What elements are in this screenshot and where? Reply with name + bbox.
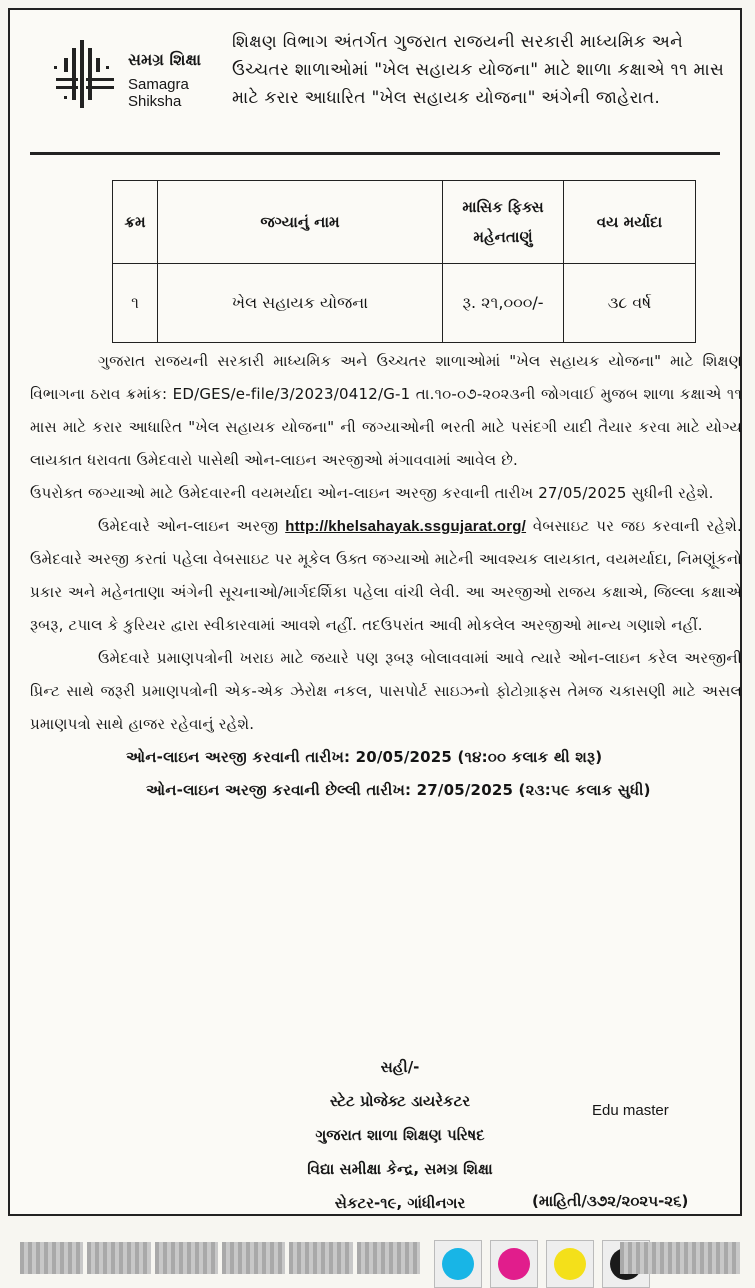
watermark-text: Edu master xyxy=(592,1102,669,1119)
posts-table xyxy=(112,180,696,343)
signatory-address: સેકટર-૧૯, ગાંધીનગર xyxy=(334,1194,466,1212)
table-row xyxy=(113,264,696,343)
notice-frame xyxy=(8,8,742,1216)
col-header-post: જગ્યાનું નામ xyxy=(158,181,443,264)
samagra-shiksha-logo xyxy=(50,38,230,118)
table-header-row xyxy=(113,181,696,264)
logo-english-text: Samagra Shiksha xyxy=(128,76,189,110)
paragraph-3-prefix: ઉમેદવારે ઓન-લાઇન અરજી xyxy=(98,517,279,535)
notice-title: શિક્ષણ વિભાગ અંતર્ગત ગુજરાત રાજયની સરકારી માધ્યમિક અને ઉચ્ચતર શાળાઓમાં "ખેલ સહાયક યોજના" માટે શાળા કક્ષાએ ૧૧ માસ માટે કરાર આધારિત "ખેલ સહાયક યોજના" અંગેની જાહેરાત. xyxy=(232,32,725,108)
col-header-serial: ક્રમ xyxy=(113,181,158,264)
cell-age: ૩૮ વર્ષ xyxy=(564,264,696,343)
print-strip-left xyxy=(20,1242,420,1274)
website-link[interactable]: http://khelsahayak.ssgujarat.org/ xyxy=(285,518,527,535)
cell-serial: ૧ xyxy=(113,264,158,343)
paragraph-3 xyxy=(30,510,742,642)
yellow-swatch-icon xyxy=(554,1248,586,1280)
col-header-age: વય મર્યાદા xyxy=(564,181,696,264)
logo-mark-icon xyxy=(50,38,124,110)
cell-post: ખેલ સહાયક યોજના xyxy=(158,264,443,343)
application-start-date: ઓન-લાઇન અરજી કરવાની તારીખ: 20/05/2025 (૧૪:૦૦ કલાક થી શરૂ) xyxy=(126,748,603,766)
signatory-designation: સ્ટેટ પ્રોજેક્ટ ડાયરેકટર xyxy=(329,1092,471,1110)
signatory-office: વિદ્યા સમીક્ષા કેન્દ્ર, સમગ્ર શિક્ષા xyxy=(307,1160,493,1178)
logo-gujarati-text: સમગ્ર શિક્ષા xyxy=(128,50,201,69)
signature-mark: સહી/- xyxy=(380,1058,420,1076)
paragraph-3-suffix: વેબસાઇટ પર જઇ કરવાની રહેશે. ઉમેદવારે અરજી કરતાં પહેલા વેબસાઇટ પર મૂકેલ ઉક્ત જગ્યાઓ માટેની આવશ્યક લાયકાત, વયમર્યાદા, નિમણૂંકનો પ્રકાર અને મહેનતાણા અંગેની સૂચનાઓ/માર્ગદર્શિકા પહેલા વાંચી લેવી. આ અરજીઓ રાજય કક્ષાએ, જિલ્લા કક્ષાએ રૂબરૂ, ટપાલ કે કુરિયર દ્વારા સ્વીકારવામાં આવશે નહીં. તદઉપરાંત આવી મોકલેલ અરજીઓ માન્ય ગણાશે નહીં. xyxy=(30,517,742,634)
color-registration-marks xyxy=(434,1240,650,1288)
application-end-date: ઓન-લાઇન અરજી કરવાની છેલ્લી તારીખ: 27/05/2025 (૨૩:૫૯ કલાક સુધી) xyxy=(146,781,651,799)
magenta-swatch-icon xyxy=(498,1248,530,1280)
notice-body xyxy=(30,345,742,807)
reference-number: (માહિતી/૩૭૨/૨૦૨૫-૨૬) xyxy=(532,1192,689,1210)
cyan-swatch-icon xyxy=(442,1248,474,1280)
paragraph-4: ઉમેદવારે પ્રમાણપત્રોની ખરાઇ માટે જયારે પણ રૂબરૂ બોલાવવામાં આવે ત્યારે ઓન-લાઇન કરેલ અરજીની પ્રિન્ટ સાથે જરૂરી પ્રમાણપત્રોની એક-એક ઝેરોક્ષ નકલ, પાસપોર્ટ સાઇઝનો ફોટોગ્રાફસ તેમજ ચકાસણી માટે અસલ પ્રમાણપત્રો સાથે હાજર રહેવાનું રહેશે. xyxy=(30,649,742,733)
col-header-salary: માસિક ફિક્સ મહેનતાણું xyxy=(443,181,564,264)
cell-salary: રૂ. ૨૧,૦૦૦/- xyxy=(443,264,564,343)
signatory-organization: ગુજરાત શાળા શિક્ષણ પરિષદ xyxy=(315,1126,485,1144)
paragraph-1: ગુજરાત રાજયની સરકારી માધ્યમિક અને ઉચ્ચતર શાળાઓમાં "ખેલ સહાયક યોજના" માટે શિક્ષણ વિભાગના ઠરાવ ક્રમાંક: ED/GES/e-file/3/2023/0412/G-1 તા.૧૦-૦૭-૨૦૨૩ની જોગવાઈ મુજબ શાળા કક્ષાએ ૧૧ માસ માટે કરાર આધારિત "ખેલ સહાયક યોજના" ની જગ્યાઓની ભરતી માટે પસંદગી યાદી તૈયાર કરવા માટે યોગ્ય લાયકાત ધરાવતા ઉમેદવારો પાસેથી ઓન-લાઇન અરજીઓ મંગાવવામાં આવેલ છે. xyxy=(30,352,742,469)
paragraph-2: ઉપરોક્ત જગ્યાઓ માટે ઉમેદવારની વયમર્યાદા ઓન-લાઇન અરજી કરવાની તારીખ 27/05/2025 સુધીની રહેશે. xyxy=(30,484,714,502)
header-divider xyxy=(30,152,720,155)
print-strip-right xyxy=(620,1242,740,1274)
